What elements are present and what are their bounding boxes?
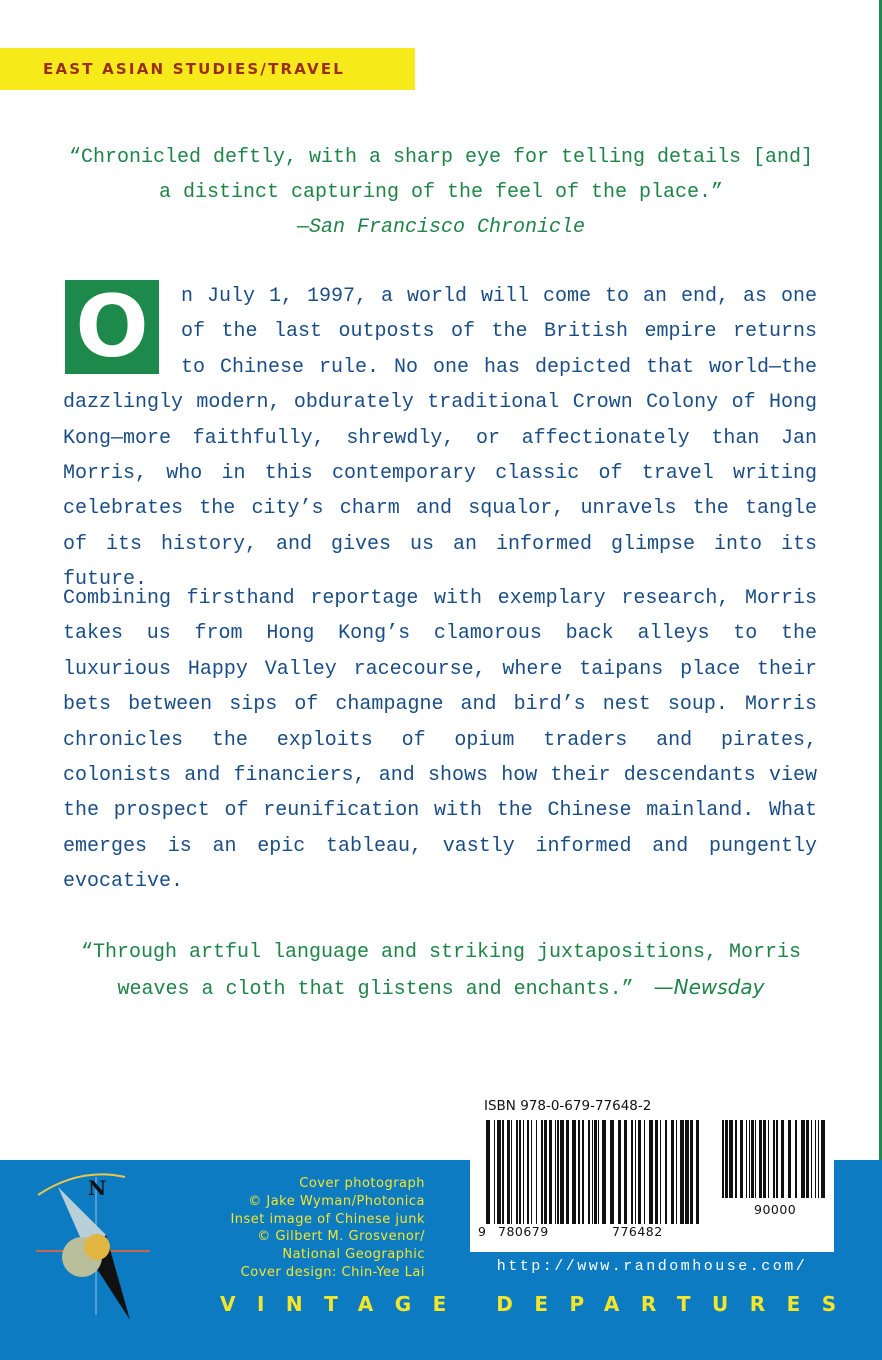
barcode-bar xyxy=(735,1120,737,1198)
cover-credits xyxy=(150,1175,425,1282)
barcode-bar xyxy=(725,1120,728,1198)
quote-bottom-line1: “Through artful language and striking juxtapositions, Morris xyxy=(80,941,802,964)
barcode-bar xyxy=(781,1120,784,1198)
credit-line: © Jake Wyman/Photonica xyxy=(248,1193,425,1209)
barcode-bar xyxy=(624,1120,627,1224)
barcode-bar xyxy=(502,1120,504,1224)
barcode-bar xyxy=(486,1120,490,1224)
credit-line: Cover design: Chin-Yee Lai xyxy=(240,1264,425,1280)
barcode-bar xyxy=(598,1120,599,1224)
barcode-bar xyxy=(815,1120,816,1198)
barcode-bar xyxy=(578,1120,580,1224)
drop-cap: O xyxy=(65,280,159,374)
barcode-bars-main xyxy=(486,1120,699,1224)
quote-top-line1: “Chronicled deftly, with a sharp eye for telling details [and] xyxy=(68,146,814,169)
description-paragraph-2: Combining firsthand reportage with exemplary research, Morris takes us from Hong Kong’s clamorous back alleys to the luxurious Happy Valley racecourse, where taipans place their bets between sips of champagne and bird’s nest soup. Morris chronicles the exploits of opium traders and pirates, colonists and financiers, and shows how their descendants view the prospect of reunification with the Chinese mainland. What emerges is an epic tableau, vastly informed and pungently evocative. xyxy=(63,587,817,894)
barcode-bar xyxy=(759,1120,762,1198)
barcode-panel xyxy=(470,1092,834,1252)
barcode-price-code: 90000 xyxy=(754,1202,797,1217)
barcode-bar xyxy=(557,1120,559,1224)
barcode-bar xyxy=(776,1120,778,1198)
barcode-bar xyxy=(821,1120,825,1198)
barcode-bar xyxy=(566,1120,569,1224)
barcode-bar xyxy=(788,1120,791,1198)
barcode-bar xyxy=(497,1120,501,1224)
barcode-bar xyxy=(818,1120,819,1198)
credit-line: National Geographic xyxy=(282,1247,425,1263)
description-paragraph-1-text: n July 1, 1997, a world will come to an end, as one of the last outposts of the British empire returns to Chinese rule. No one has depicted that world—the dazzlingly modern, obdurately traditional Crown Colony of Hong Kong—more faithfully, shrewdly, or affectionately than Jan Morris, who in this contemporary classic of travel writing celebrates the city’s charm and squalor, unravels the tangle of its history, and gives us an informed glimpse into its future. xyxy=(63,285,817,592)
quote-top-source: —San Francisco Chronicle xyxy=(296,216,586,239)
barcode-bar xyxy=(592,1120,593,1224)
barcode-bar xyxy=(582,1120,584,1224)
barcode-bar xyxy=(494,1120,495,1224)
barcode-bar xyxy=(572,1120,576,1224)
barcode-bar xyxy=(638,1120,641,1224)
barcode-bar xyxy=(649,1120,653,1224)
barcode-bar xyxy=(536,1120,537,1224)
description-paragraph-1 xyxy=(63,279,817,598)
quote-top-line2: a distinct capturing of the feel of the place.” xyxy=(158,181,724,204)
barcode-bar xyxy=(696,1120,699,1224)
quote-bottom-source: —Newsday xyxy=(653,975,765,999)
barcode-bar xyxy=(541,1120,543,1224)
barcode-bar xyxy=(685,1120,689,1224)
barcode-bar xyxy=(729,1120,733,1198)
barcode-bar xyxy=(671,1120,674,1224)
barcode-bar xyxy=(690,1120,693,1224)
barcode-digits-right: 776482 xyxy=(612,1224,663,1239)
quote-bottom-line2 xyxy=(40,970,842,1007)
barcode-bar xyxy=(655,1120,658,1224)
barcode-bar xyxy=(516,1120,518,1224)
barcode-bar xyxy=(544,1120,547,1224)
compass-icon xyxy=(30,1165,150,1325)
barcode-bar xyxy=(811,1120,812,1198)
review-quote-bottom xyxy=(40,935,842,1007)
barcode-bar xyxy=(644,1120,645,1224)
credit-line: © Gilbert M. Grosvenor/ xyxy=(257,1229,425,1245)
barcode-digit-first: 9 xyxy=(478,1224,487,1239)
barcode-bar xyxy=(549,1120,552,1224)
barcode-bar xyxy=(665,1120,667,1224)
publisher-url[interactable]: http://www.randomhouse.com/ xyxy=(496,1258,808,1275)
barcode-bar xyxy=(795,1120,797,1198)
barcode-bar xyxy=(511,1120,512,1224)
barcode-bar xyxy=(676,1120,677,1224)
barcode-bar xyxy=(635,1120,636,1224)
barcode-bar xyxy=(519,1120,521,1224)
barcode-bar xyxy=(749,1120,750,1198)
barcode-bar xyxy=(602,1120,606,1224)
barcode-bar xyxy=(722,1120,724,1198)
barcode-bars-addon xyxy=(722,1120,825,1198)
barcode-bar xyxy=(523,1120,524,1224)
barcode-bar xyxy=(618,1120,621,1224)
barcode-bar xyxy=(507,1120,510,1224)
series-title: VINTAGE DEPARTURES xyxy=(220,1292,858,1316)
barcode-bar xyxy=(660,1120,661,1224)
barcode-bar xyxy=(768,1120,769,1198)
barcode-bar xyxy=(555,1120,556,1224)
barcode-bar xyxy=(560,1120,564,1224)
category-band xyxy=(0,48,415,90)
barcode-bar xyxy=(740,1120,743,1198)
barcode-bar xyxy=(763,1120,766,1198)
barcode-bar xyxy=(751,1120,754,1198)
compass-north-letter: N xyxy=(88,1176,107,1200)
quote-bottom-line2-text: weaves a cloth that glistens and enchants.” xyxy=(117,978,634,1001)
barcode-bar xyxy=(594,1120,597,1224)
barcode-bar xyxy=(527,1120,529,1224)
barcode-bar xyxy=(588,1120,590,1224)
barcode-bar xyxy=(631,1120,633,1224)
barcode-bar xyxy=(801,1120,805,1198)
barcode-bar xyxy=(531,1120,532,1224)
barcode-bar xyxy=(746,1120,747,1198)
barcode-digits-left: 780679 xyxy=(498,1224,549,1239)
review-quote-top xyxy=(40,140,842,245)
barcode-bar xyxy=(773,1120,775,1198)
isbn-text: ISBN 978-0-679-77648-2 xyxy=(484,1098,652,1114)
barcode-bar xyxy=(680,1120,684,1224)
barcode-bar xyxy=(610,1120,614,1224)
barcode-bar xyxy=(806,1120,809,1198)
credit-line: Inset image of Chinese junk xyxy=(230,1211,425,1227)
barcode-bar xyxy=(755,1120,756,1198)
category-label: EAST ASIAN STUDIES/TRAVEL xyxy=(43,60,346,78)
credit-line: Cover photograph xyxy=(299,1176,425,1191)
